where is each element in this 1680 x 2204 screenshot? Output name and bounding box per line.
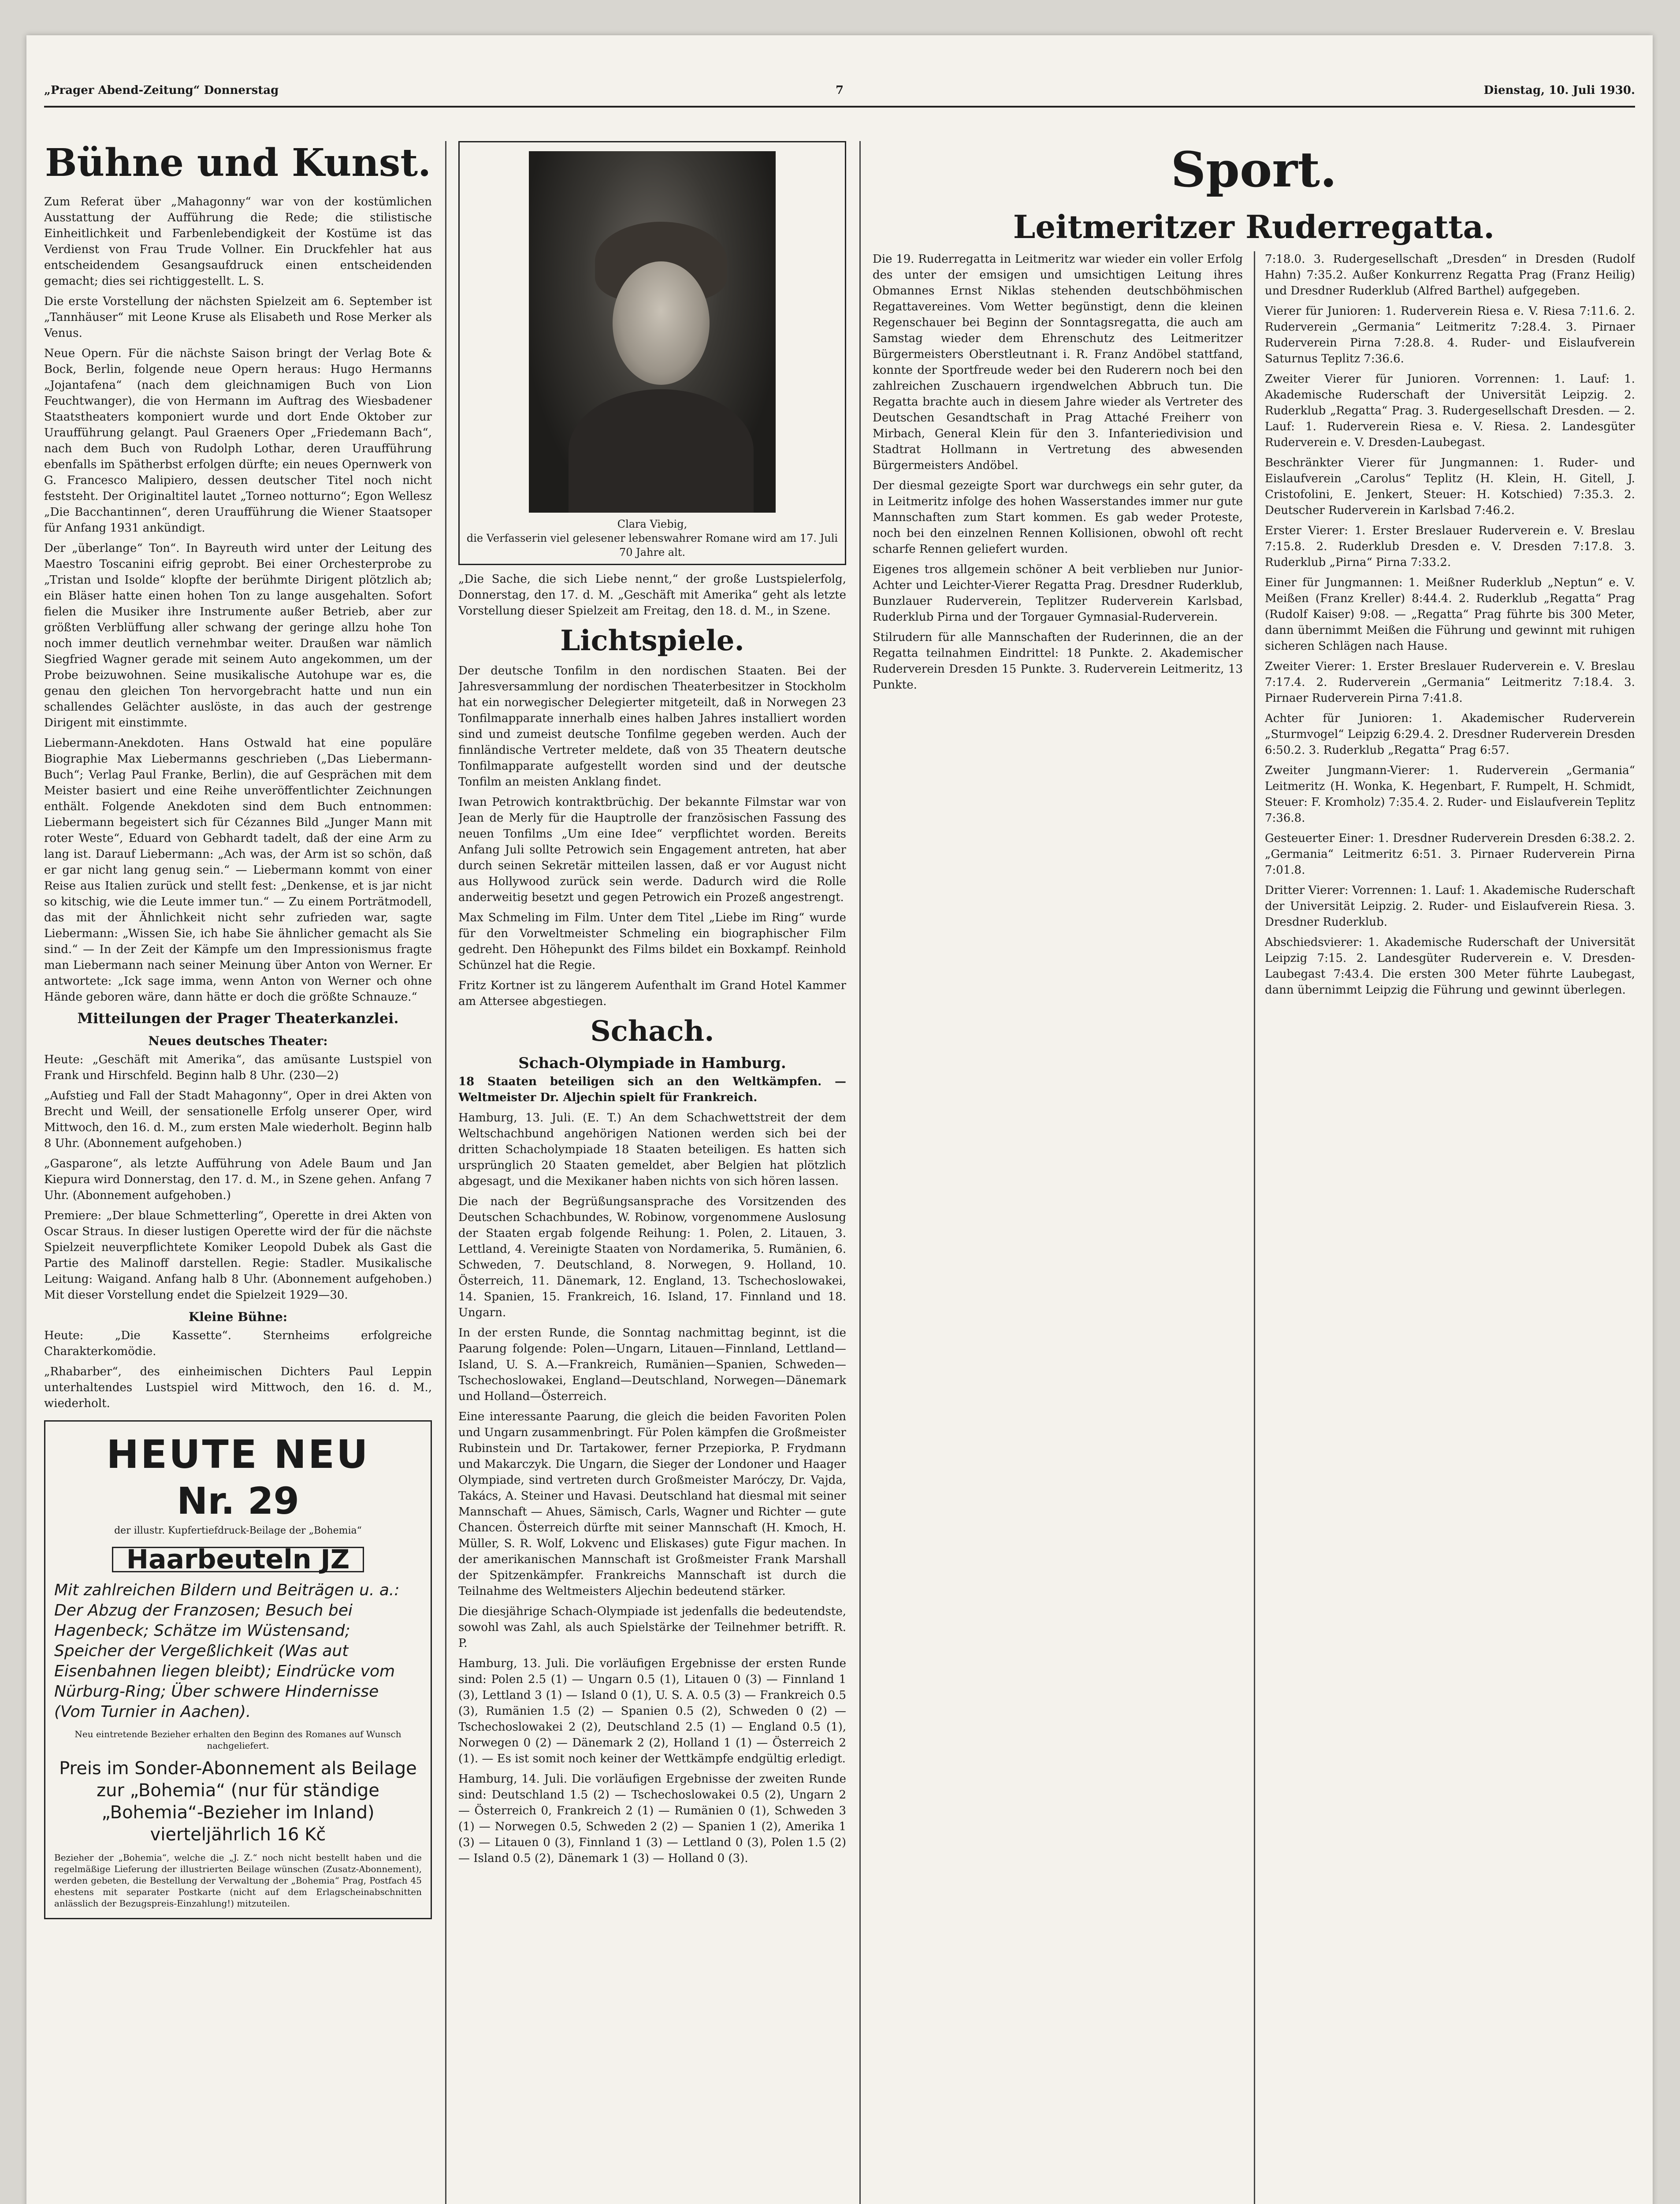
article-paragraph: Vierer für Junioren: 1. Ruderverein Riesa e. V. Riesa 7:11.6. 2. Ruderverein „Germania“ Leitmeritz 7:28.4. 3. Pirnaer Ruderverein Pirna 7:28.8. 4. Ruder- und Eislaufverein Saturnus Teplitz 7:36.6. xyxy=(1265,305,1635,365)
article-paragraph: Die erste Vorstellung der nächsten Spielzeit am 6. September ist „Tannhäuser“ mit Leone Kruse als Elisabeth und Rose Merker als Venus. xyxy=(44,295,432,340)
article-paragraph: Die 19. Ruderregatta in Leitmeritz war wieder ein voller Erfolg des unter der emsigen und umsichtigen Leitung ihres Obmannes Ernst Niklas stehenden deutschböhmischen Regattavereines. Vom Wetter begünstigt, denn die kleinen Regenschauer bei Beginn der Sonntagsregatta, die auch am Samstag wieder dem Ehrenschutz des Leitmeritzer Bürgermeisters Oberstleutnant i. R. Franz Andöbel stattfand, konnte der Sportfreude weder bei den Ruderern noch bei den zahlreichen Zuschauern irgendwelchen Abbruch tun. Die Regatta brachte auch in diesem Jahre wieder als Vertreter des Deutschen Gesandtschaft in Prag Attaché Freiherr von Mirbach, General Klein für den 3. Infanteriedivision und Stadtrat Hollmann in Vertretung des abwesenden Bürgermeisters Andöbel. xyxy=(873,253,1243,472)
header-rule xyxy=(44,106,1635,108)
article-paragraph: 7:18.0. 3. Rudergesellschaft „Dresden“ in Dresden (Rudolf Hahn) 7:35.2. Außer Konkurrenz Regatta Prag (Franz Heilig) und Dresdner Ruderklub (Alfred Barthel) aufgegeben. xyxy=(1265,253,1635,298)
ad-note: Neu eintretende Bezieher erhalten den Beginn des Romanes auf Wunsch nachgeliefert. xyxy=(74,1729,401,1751)
article-paragraph: Neue Opern. Für die nächste Saison bringt der Verlag Bote & Bock, Berlin, folgende neue Opern heraus: Hugo Hermanns „Jojantafena“ (nach dem gleichnamigen Buch von Lion Feuchtwanger), die von Hermann im Auftrag des Wiesbadener Staatstheaters komponiert wurde und dort Ende Oktober zur Uraufführung gelangt. Paul Graeners Oper „Friedemann Bach“, nach dem Buch von Rudolph Lothar, deren Uraufführung ebenfalls im Spätherbst erfolgen dürfte; ein neues Opernwerk von G. Francesco Malipiero, dessen deutscher Titel noch nicht feststeht. Der Originaltitel lautet „Torneo notturno“; Egon Wellesz „Die Bacchantinnen“, deren Uraufführung die Wiener Staatsoper für Anfang 1931 ankündigt. xyxy=(44,347,432,535)
article-paragraph: Dritter Vierer: Vorrennen: 1. Lauf: 1. Akademische Ruderschaft der Universität Leipzig. 2. Ruder- und Eislaufverein Riesa. 3. Dresdner Ruderklub. xyxy=(1265,884,1635,929)
article-paragraph: Eigenes tros allgemein schöner A beit verblieben nur Junior-Achter und Leichter-Vierer Regatta Prag. Dresdner Ruderklub, Bunzlauer Ruderverein, Teplitzer Ruderverein Karlsbad, Ruderklub Pirna und der Torgauer Gymnasial-Ruderverein. xyxy=(873,563,1243,624)
article-paragraph: Achter für Junioren: 1. Akademischer Ruderverein „Sturmvogel“ Leipzig 6:29.4. 2. Dresdner Ruderverein Dresden 6:50.2. 3. Ruderklub „Regatta“ Prag 6:57. xyxy=(1265,712,1635,757)
article-paragraph: Max Schmeling im Film. Unter dem Titel „Liebe im Ring“ wurde für den Vorweltmeister Schmeling ein biographischer Film gedreht. Den Höhepunkt des Films bildet ein Boxkampf. Reinhold Schünzel hat die Regie. xyxy=(458,911,846,972)
article-paragraph: Die diesjährige Schach-Olympiade ist jedenfalls die bedeutendste, sowohl was Zahl, als auch Spielstärke der Teilnehmer betrifft. R. P. xyxy=(458,1605,846,1650)
article-paragraph: Abschiedsvierer: 1. Akademische Ruderschaft der Universität Leipzig 7:15. 2. Landesgüter Ruderverein e. V. Dresden-Laubegast 7:43.4. Die ersten 300 Meter führte Laubegast, dann übernimmt Leipzig die Führung und gewinnt überlegen. xyxy=(1265,936,1635,997)
article-paragraph: Der „überlange“ Ton“. In Bayreuth wird unter der Leitung des Maestro Toscanini eifrig geprobt. Bei einer Orchesterprobe zu „Tristan und Isolde“ klopfte der berühmte Dirigent plötzlich ab; ein Bläser hatte einen hohen Ton zu lange ausgehalten. Sofort fielen die Musiker ihre Instrumente außer Betrieb, aber zur größten Verblüffung aller schwang der geringe allzu hohe Ton noch immer deutlich vernehmbar weiter. Draußen war nämlich Siegfried Wagner gerade mit seinem Auto angekommen, um der Probe beizuwohnen. Seine musikalische Autohupe war es, die genau den gleichen Ton hervorgebracht hatte und nun ein schallendes Gelächter auslöste, in das auch der gestrenge Dirigent mit einstimmte. xyxy=(44,542,432,730)
article-paragraph: Zweiter Jungmann-Vierer: 1. Ruderverein „Germania“ Leitmeritz (H. Wonka, K. Hegenbart, F. Rumpelt, H. Schmidt, Steuer: F. Kromholz) 7:35.4. 2. Ruder- und Eislaufverein Teplitz 7:36.8. xyxy=(1265,764,1635,825)
ad-price: Preis im Sonder-Abonnement als Beilage zur „Bohemia“ (nur für ständige „Bohemia“-Bezieher im Inland) vierteljährlich 16 Kč xyxy=(59,1758,417,1845)
page-number: 7 xyxy=(835,84,844,97)
article-paragraph: Beschränkter Vierer für Jungmannen: 1. Ruder- und Eislaufverein „Carolus“ Teplitz (H. Klein, H. Gitell, J. Cristofolini, E. Jenkert, Steuer: H. Kotschied) 7:35.3. 2. Deutscher Ruderverein in Karlsbad 7:46.2. xyxy=(1265,456,1635,517)
article-paragraph: Die nach der Begrüßungsansprache des Vorsitzenden des Deutschen Schachbundes, W. Robinow, vorgenommene Auslosung der Staaten ergab folgende Reihung: 1. Polen, 2. Litauen, 3. Lettland, 4. Vereinigte Staaten von Nordamerika, 5. Rumänien, 6. Schweden, 7. Deutschland, 8. Norwegen, 9. Holland, 10. Österreich, 11. Dänemark, 12. England, 13. Tschechoslowakei, 14. Spanien, 15. Frankreich, 16. Island, 17. Finnland und 18. Ungarn. xyxy=(458,1195,846,1319)
article-paragraph: „Rhabarber“, des einheimischen Dichters Paul Leppin unterhaltendes Lustspiel wird Mittwoch, den 16. d. M., wiederholt. xyxy=(44,1365,432,1410)
article-paragraph: Zweiter Vierer: 1. Erster Breslauer Ruderverein e. V. Breslau 7:17.4. 2. Ruderverein „Germania“ Leitmeritz 7:18.4. 3. Pirnaer Ruderverein Pirna 7:41.8. xyxy=(1265,660,1635,705)
column-divider xyxy=(859,141,861,2204)
portrait-caption-text: die Verfasserin viel gelesener lebenswahrer Romane wird am 17. Juli 70 Jahre alt. xyxy=(466,532,838,558)
article-paragraph: Zum Referat über „Mahagonny“ war von der kostümlichen Ausstattung der Aufführung die Rede; die stilistische Einheitlichkeit und Farbenlebendigkeit der Kostüme ist das Verdienst von Frau Trude Vollner. Ein Druckfehler hat aus entscheidendem Gesangsaufdruck einen entscheidenden gemacht; dies sei richtiggestellt. L. S. xyxy=(44,195,432,288)
portrait-photo xyxy=(529,151,776,513)
article-paragraph: Hamburg, 13. Juli. Die vorläufigen Ergebnisse der ersten Runde sind: Polen 2.5 (1) — Ungarn 0.5 (1), Litauen 0 (3) — Finnland 1 (3), Lettland 3 (1) — Island 0 (1), U. S. A. 0.5 (3) — Frankreich 0.5 (3), Rumänien 1.5 (2) — Spanien 0.5 (2), Schweden 0 (2) — Tschechoslowakei 2 (2), Deutschland 2.5 (1) — England 0.5 (1), Norwegen 0 (2) — Dänemark 2 (2), Holland 1 (1) — Österreich 2 (1). — Es ist somit noch keiner der Wettkämpfe endgültig erledigt. xyxy=(458,1657,846,1765)
article-paragraph: Hamburg, 13. Juli. (E. T.) An dem Schachwettstreit der dem Weltschachbund angehörigen Nationen werden sich bei der dritten Schacholympiade 18 Staaten beteiligen. Es hatten sich ursprünglich 20 Staaten gemeldet, aber Belgien hat plötzlich abgesagt, und die Mexikaner haben nichts von sich hören lassen. xyxy=(458,1111,846,1188)
subsection-title: Kleine Bühne: xyxy=(188,1310,288,1324)
article-paragraph: Gesteuerter Einer: 1. Dresdner Ruderverein Dresden 6:38.2. 2. „Germania“ Leitmeritz 6:51. 3. Pirnaer Ruderverein Pirna 7:01.8. xyxy=(1265,832,1635,877)
article-paragraph: „Aufstieg und Fall der Stadt Mahagonny“, Oper in drei Akten von Brecht und Weill, der sensationelle Erfolg unserer Oper, wird Mittwoch, den 16. d. M., zum ersten Male wiederholt. Beginn halb 8 Uhr. (Abonnement aufgehoben.) xyxy=(44,1089,432,1150)
middle-column xyxy=(458,141,846,2204)
article-paragraph: Erster Vierer: 1. Erster Breslauer Ruderverein e. V. Breslau 7:15.8. 2. Ruderklub Dresden e. V. Dresden 7:17.8. 3. Ruderklub „Pirna“ Pirna 7:33.2. xyxy=(1265,524,1635,569)
article-paragraph: Iwan Petrowich kontraktbrüchig. Der bekannte Filmstar war von Jean de Merly für die Hauptrolle der französischen Fassung des neuen Tonfilms „Um eine Idee“ verpflichtet worden. Bereits Anfang Juli sollte Petrowich sein Engagement antreten, hat aber durch seinen Sekretär mitteilen lassen, daß er vor August nicht aus Hollywood zurück sein werde. Dadurch wird die Rolle anderweitig besetzt und gegen Petrowich ein Prozeß angestrengt. xyxy=(458,796,846,904)
column-divider xyxy=(445,141,446,2204)
article-paragraph: Eine interessante Paarung, die gleich die beiden Favoriten Polen und Ungarn zusammenbringt. Für Polen kämpfen die Großmeister Rubinstein und Dr. Tartakower, ferner Przepiorka, P. Frydmann und Makarczyk. Die Ungarn, die Sieger der Londoner und Haager Olympiade, sind vertreten durch Großmeister Maróczy, Dr. Vajda, Takács, A. Steiner und Havasi. Deutschland hat diesmal mit seiner Mannschaft — Ahues, Sämisch, Carls, Wagner und Richter — gute Chancen. Österreich dürfte mit seiner Mannschaft (H. Kmoch, H. Müller, S. R. Wolf, Lokvenc und Eliskases) gute Figur machen. In der amerikanischen Mannschaft ist Großmeister Frank Marshall der Spitzenkämpfer. Frankreichs Mannschaft ist durch die Teilnahme des Weltmeisters Aljechin bedeutend stärker. xyxy=(458,1410,846,1598)
left-column xyxy=(44,141,432,2204)
article-paragraph: Stilrudern für alle Mannschaften der Ruderinnen, die an der Regatta teilnahmen Eindrittel: 18 Punkte. 2. Akademischer Ruderverein Dresden 15 Punkte. 3. Ruderverein Leitmeritz, 13 Punkte. xyxy=(873,631,1243,692)
article-paragraph: Einer für Jungmannen: 1. Meißner Ruderklub „Neptun“ e. V. Meißen (Franz Kreller) 8:44.4. 2. Ruderklub „Regatta“ Prag (Rudolf Kaiser) 9:08. — „Regatta“ Prag führte bis 300 Meter, dann übernimmt Meißen die Führung und gewinnt mit ruhigen sicheren Schlägen nach Hause. xyxy=(1265,576,1635,653)
article-paragraph: Der diesmal gezeigte Sport war durchwegs ein sehr guter, da in Leitmeritz infolge des hohen Wasserstandes immer nur gute Mannschaften zum Start kommen. Es gab weder Proteste, noch bei den einzelnen Rennen Kollisionen, obwohl oft recht scharfe Rennen geliefert wurden. xyxy=(873,479,1243,556)
header-left: „Prager Abend-Zeitung“ Donnerstag xyxy=(44,84,279,97)
ad-issue-number: Nr. 29 xyxy=(177,1479,299,1523)
article-paragraph: „Gasparone“, als letzte Aufführung von Adele Baum und Jan Kiepura wird Donnerstag, den 17. d. M., in Szene gehen. Anfang 7 Uhr. (Abonnement aufgehoben.) xyxy=(44,1157,432,1202)
newspaper-page xyxy=(26,35,1653,2204)
subsection-title: Neues deutsches Theater: xyxy=(148,1034,328,1048)
article-paragraph: Fritz Kortner ist zu längerem Aufenthalt im Grand Hotel Kammer am Attersee abgestiegen. xyxy=(458,979,846,1008)
article-paragraph: Hamburg, 14. Juli. Die vorläufigen Ergebnisse der zweiten Runde sind: Deutschland 1.5 (2) — Tschechoslowakei 0.5 (2), Ungarn 2 — Österreich 0, Frankreich 2 (1) — Rumänien 0 (1), Schweden 3 (1) — Norwegen 0.5, Schweden 2 (2) — Spanien 1 (2), Amerika 1 (3) — Litauen 0 (3), Finnland 1 (3) — Lettland 0 (3), Polen 1.5 (2) — Island 0.5 (2), Dänemark 1 (3) — Holland 0 (3). xyxy=(458,1772,846,1865)
article-paragraph: Heute: „Geschäft mit Amerika“, das amüsante Lustspiel von Frank und Hirschfeld. Beginn halb 8 Uhr. (230—2) xyxy=(44,1053,432,1082)
ad-logo: Haarbeuteln JZ xyxy=(112,1547,364,1572)
article-paragraph: Zweiter Vierer für Junioren. Vorrennen: 1. Lauf: 1. Akademische Ruderschaft der Universität Leipzig. 2. Ruderklub „Regatta“ Prag. 3. Rudergesellschaft Dresden. — 2. Lauf: 1. Ruderverein Riesa e. V. Riesa. 2. Landesgüter Ruderverein e. V. Dresden-Laubegast. xyxy=(1265,372,1635,449)
column-divider xyxy=(1254,251,1255,2204)
section-title-sport: Sport. xyxy=(1171,141,1337,198)
article-paragraph: In der ersten Runde, die Sonntag nachmittag beginnt, ist die Paarung folgende: Polen—Ungarn, Litauen—Finnland, Lettland—Island, U. S. A.—Frankreich, Rumänien—Spanien, Schweden—Tschechoslowakei, England—Deutschland, Norwegen—Dänemark und Holland—Österreich. xyxy=(458,1326,846,1403)
article-paragraph: „Die Sache, die sich Liebe nennt,“ der große Lustspielerfolg, Donnerstag, den 17. d. M. „Geschäft mit Amerika“ geht als letzte Vorstellung dieser Spielzeit am Freitag, den 18. d. M., in Szene. xyxy=(458,573,846,618)
sport-column-a xyxy=(873,251,1243,697)
advertisement-box xyxy=(44,1420,432,1919)
portrait-box xyxy=(458,141,846,565)
section-title-lichtspiele: Lichtspiele. xyxy=(560,624,744,657)
subsection-title: Schach-Olympiade in Hamburg. xyxy=(518,1054,786,1072)
header-date: Dienstag, 10. Juli 1930. xyxy=(1483,84,1635,97)
sport-section xyxy=(873,141,1635,2204)
ad-footer: Bezieher der „Bohemia“, welche die „J. Z.“ noch nicht bestellt haben und die regelmäßige Lieferung der illustrierten Beilage wünschen (Zusatz-Abonnement), werden gebeten, die Bestellung der Verwaltung der „Bohemia“ Prag, Postfach 45 ehestens mit separater Postkarte (nicht auf dem Erlagscheinabschnitten anlässlich der Bezugspreis-Einzahlung!) mitzuteilen. xyxy=(54,1852,422,1909)
article-paragraph: Premiere: „Der blaue Schmetterling“, Operette in drei Akten von Oscar Straus. In dieser lustigen Operette wird der für die nächste Spielzeit neuverpflichtete Komiker Leopold Dubek als Gast die Partie des Malinoff darstellen. Regie: Stadler. Musikalische Leitung: Waigand. Anfang halb 8 Uhr. (Abonnement aufgehoben.) Mit dieser Vorstellung endet die Spielzeit 1929—30. xyxy=(44,1209,432,1302)
portrait-caption-name: Clara Viebig, xyxy=(617,518,688,530)
section-title-theaterkanzlei: Mitteilungen der Prager Theaterkanzlei. xyxy=(77,1010,399,1027)
article-title-regatta: Leitmeritzer Ruderregatta. xyxy=(1013,208,1495,246)
ad-subline: der illustr. Kupfertiefdruck-Beilage der „Bohemia“ xyxy=(114,1525,362,1536)
ad-headline: HEUTE NEU xyxy=(106,1432,370,1477)
article-paragraph: Liebermann-Anekdoten. Hans Ostwald hat eine populäre Biographie Max Liebermanns geschrieben („Das Liebermann-Buch“; Verlag Paul Franke, Berlin), die auf Gesprächen mit dem Meister basiert und eine Reihe unveröffentlichter Zeichnungen enthält. Folgende Anekdoten sind dem Buch entnommen: Liebermann begeistert sich für Cézannes Bild „Junger Mann mit roter Weste“, Eduard von Gebhardt tadelt, daß der eine Arm zu lang ist. Darauf Liebermann: „Ach was, der Arm ist so schön, daß er gar nicht lang genug sein.“ — Liebermann kommt von einer Reise aus Italien zurück und stellt fest: „Denkense, et is jar nicht so kitschig, wie die Leute immer tun.“ — Zu einem Porträtmodell, das mit der Ähnlichkeit nicht sehr zufrieden war, sagte Liebermann: „Wissen Sie, ich habe Sie ähnlicher gemacht als Sie sind.“ — In der Zeit der Kämpfe um den Impressionismus fragte man Liebermann nach seiner Meinung über Anton von Werner. Er antwortete: „Ick sage imma, wenn Anton von Werner och ohne Hände geboren wäre, dann hätte er doch die größte Schnauze.“ xyxy=(44,737,432,1004)
article-paragraph: Der deutsche Tonfilm in den nordischen Staaten. Bei der Jahresversammlung der nordischen Theaterbesitzer in Stockholm hat ein norwegischer Delegierter mitgeteilt, daß in Norwegen 23 Tonfilmapparate innerhalb eines halben Jahres installiert worden sind und zumeist deutsche Tonfilme gegeben werden. Auch der finnländische Vertreter meldete, daß von 35 Theatern deutsche Tonfilmapparate aufgestellt worden sind und der deutsche Tonfilm an meisten Anklang findet. xyxy=(458,664,846,789)
section-title-schach: Schach. xyxy=(590,1015,714,1048)
section-title-buehne: Bühne und Kunst. xyxy=(45,141,431,185)
article-paragraph: Heute: „Die Kassette“. Sternheims erfolgreiche Charakterkomödie. xyxy=(44,1329,432,1358)
article-lead: 18 Staaten beteiligen sich an den Weltkämpfen. — Weltmeister Dr. Aljechin spielt für Frankreich. xyxy=(458,1075,846,1104)
sport-column-b xyxy=(1265,251,1635,1002)
ad-body: Mit zahlreichen Bildern und Beiträgen u. a.: Der Abzug der Franzosen; Besuch bei Hagenbeck; Schätze im Wüstensand; Speicher der Vergeßlichkeit (Was aut Eisenbahnen liegen bleibt); Eindrücke vom Nürburg-Ring; Über schwere Hindernisse (Vom Turnier in Aachen). xyxy=(54,1581,400,1721)
